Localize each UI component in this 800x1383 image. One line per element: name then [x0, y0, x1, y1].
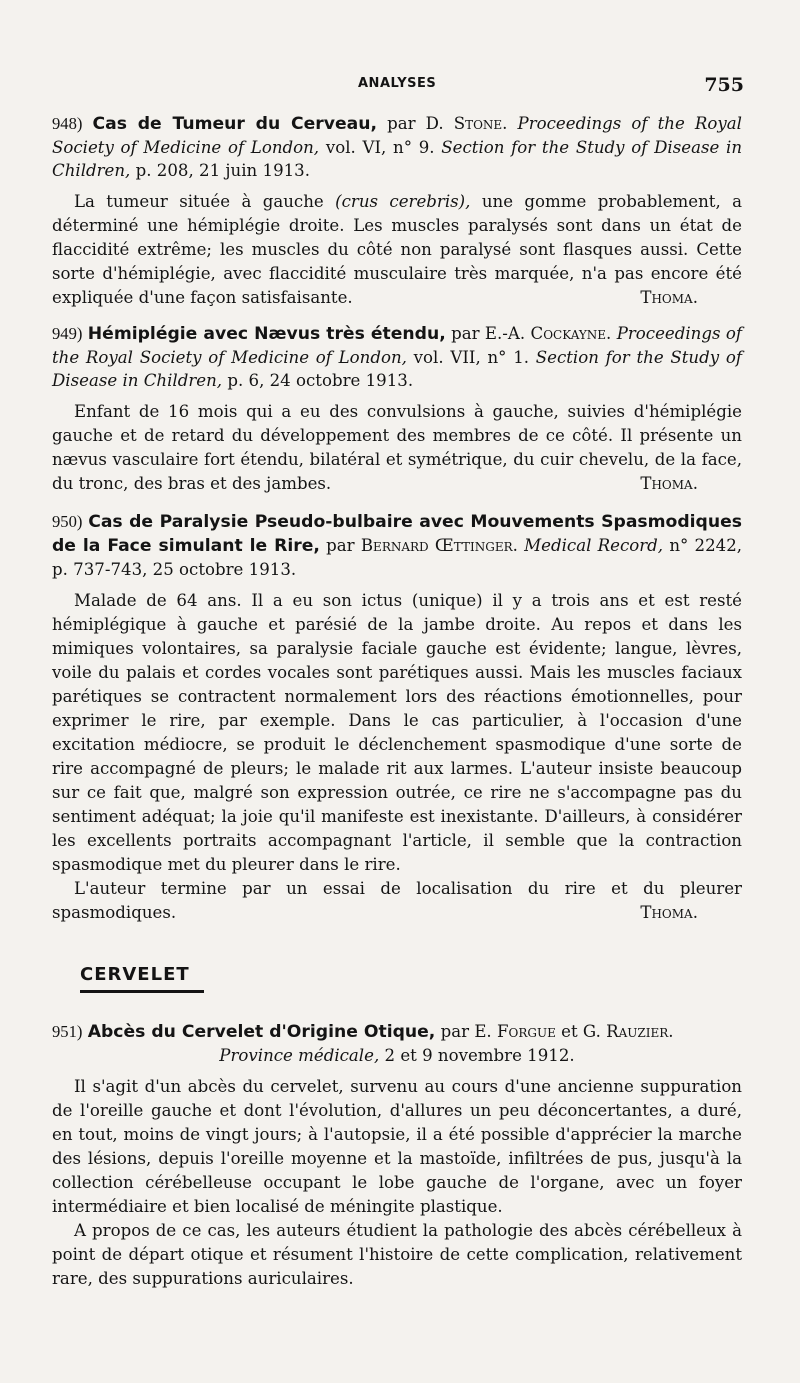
entry-pages: p. 6, 24 octobre 1913. [227, 371, 414, 390]
section-heading: CERVELET [80, 964, 190, 985]
entry-by: par E. [440, 1022, 492, 1041]
entry-heading [52, 322, 742, 392]
entry-body [52, 400, 742, 496]
entry-number: 948) [52, 114, 83, 133]
entry-author: Bernard Œttinger. [360, 536, 518, 555]
body-post: une gomme probablement, a déterminé une hémiplégie droite. Les muscles paralysés sont dans un état de flaccidité extrême; les muscles du côté non paralysé sont flasques aussi. Cette sorte d'hémiplégie, avec flaccidité musculaire très marquée, n'a pas encore été expliquée d'une façon satisfaisante. [52, 192, 743, 307]
entry-title: Hémiplégie avec Nævus très étendu, [87, 324, 446, 344]
body-text: Enfant de 16 mois qui a eu des convulsions à gauche, suivies d'hémiplégie gauche et de retard du développement des membres de ce côté. Il présente un nævus vasculaire fort étendu, bilatéral et symétrique, du cuir chevelu, de la face, du tronc, des bras et des jambes. [52, 402, 742, 493]
signature: Thoma. [640, 474, 698, 493]
entry-title: Cas de Paralysie Pseudo-bulbaire avec Mouvements Spasmodiques de la Face simulant le Rire, [52, 512, 742, 556]
entry-950 [52, 510, 742, 925]
entry-number: 951) [52, 1022, 83, 1041]
entry-pages: n° 2242, p. 737-743, 25 octobre 1913. [52, 536, 743, 579]
entry-by: par E.-A. [451, 324, 526, 343]
entry-details: vol. VII, n° 1. [413, 348, 530, 367]
entry-author: Cockayne. [530, 324, 612, 343]
entry-source: Proceedings of the Royal Society of Medicine of London, [52, 324, 742, 367]
entry-body [52, 1075, 742, 1219]
entry-heading [52, 112, 742, 182]
entry-body [52, 190, 742, 310]
entry-details: vol. VI, n° 9. [325, 138, 435, 157]
signature: Thoma. [640, 903, 698, 922]
entry-pages: 2 et 9 novembre 1912. [384, 1046, 575, 1065]
entry-949 [52, 322, 742, 496]
entry-source: Province médicale, [219, 1046, 380, 1065]
entry-pages: p. 208, 21 juin 1913. [135, 161, 311, 180]
section-rule [80, 990, 204, 993]
entry-title: Abcès du Cervelet d'Origine Otique, [87, 1022, 436, 1042]
body-italic: (crus cerebris), [335, 192, 471, 211]
entry-section: Section for the Study of Disease in Children, [52, 138, 743, 180]
entry-source: Medical Record, [524, 536, 664, 555]
body-text: Il s'agit d'un abcès du cervelet, survenu au cours d'une ancienne suppuration de l'oreille gauche et dont l'évolution, d'allures un peu déconcertantes, a duré, en tout, moins de vingt jours; à l'autopsie, il a été possible d'apprécier la marche des lésions, depuis l'oreille moyenne et la mastoïde, infiltrées de pus, jusqu'à la collection cérébelleuse occupant le lobe gauche de l'organe, avec un foyer intermédiaire et bien localisé de méningite plastique. [52, 1077, 742, 1216]
entry-by: par D. [387, 114, 444, 133]
body-pre: La tumeur située à gauche [74, 192, 324, 211]
entry-source-line [52, 1044, 742, 1067]
entry-951 [52, 1020, 742, 1291]
entry-author-1: Forgue [497, 1022, 556, 1041]
body-text: A propos de ce cas, les auteurs étudient la pathologie des abcès cérébelleux à point de départ otique et résument l'histoire de cette complication, relativement rare, des suppurations auriculaires. [52, 1221, 742, 1288]
entry-body [52, 589, 742, 877]
entry-heading [52, 510, 742, 581]
entry-number: 949) [52, 324, 83, 343]
entry-body-2 [52, 877, 742, 925]
entry-title: Cas de Tumeur du Cerveau, [92, 114, 377, 134]
body-text: Malade de 64 ans. Il a eu son ictus (unique) il y a trois ans et est resté hémiplégique à gauche et parésié de la jambe droite. Au repos et dans les mimiques volontaires, sa paralysie faciale gauche est évidente; langue, lèvres, voile du palais et cordes vocales sont parétiques aussi. Mais les muscles faciaux parétiques se contractent normalement lors des réactions émotionnelles, pour exprimer le rire, par exemple. Dans le cas particulier, à l'occasion d'une excitation médiocre, se produit le déclenchement spasmodique d'une sorte de rire accompagné de pleurs; le malade rit aux larmes. L'auteur insiste beaucoup sur ce fait que, malgré son expression outrée, ce rire ne s'accompagne pas du sentiment adéquat; la joie qu'il manifeste est inexistante. D'ailleurs, à considérer les excellents portraits accompagnant l'article, il semble que la contraction spasmodique met du pleurer dans le rire. [52, 591, 742, 874]
entry-and: et G. [561, 1022, 601, 1041]
page-number: 755 [704, 74, 744, 96]
entry-948 [52, 112, 742, 310]
entry-section: Section for the Study of Disease in Children, [52, 348, 742, 390]
running-head-title: ANALYSES [358, 76, 437, 91]
running-head [0, 74, 800, 98]
entry-heading [52, 1020, 742, 1044]
entry-body-2 [52, 1219, 742, 1291]
signature: Thoma. [640, 288, 698, 307]
entry-number: 950) [52, 512, 83, 531]
entry-source: Proceedings of the Royal Society of Medicine of London, [52, 114, 742, 157]
body-text: L'auteur termine par un essai de localisation du rire et du pleurer spasmodiques. [52, 879, 742, 922]
entry-author: Stone. [453, 114, 508, 133]
entry-author-2: Rauzier. [606, 1022, 674, 1041]
entry-by: par [326, 536, 355, 555]
